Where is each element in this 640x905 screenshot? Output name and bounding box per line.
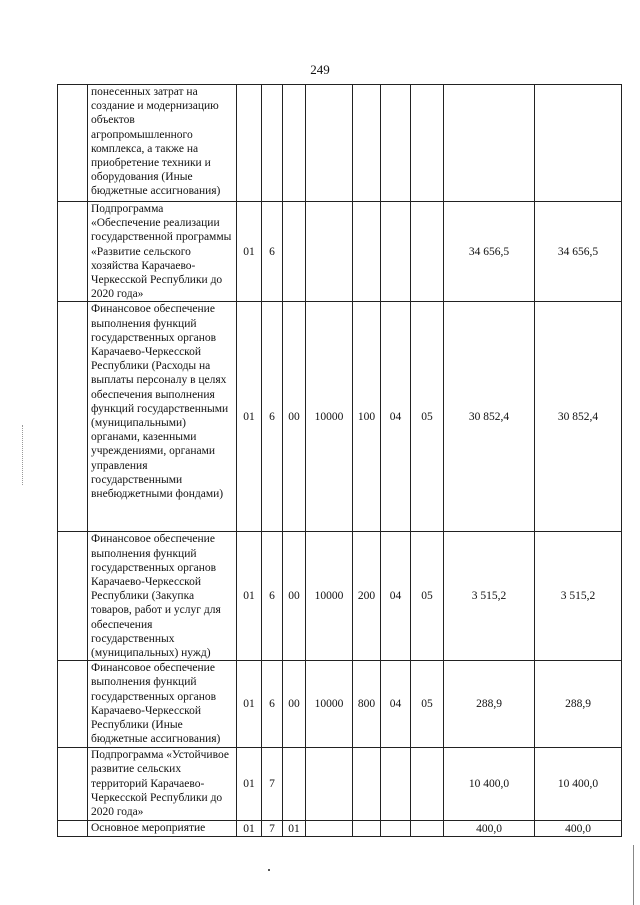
row-index-cell bbox=[58, 532, 88, 661]
code-cell bbox=[306, 821, 353, 837]
code-cell: 10000 bbox=[306, 661, 353, 748]
code-cell bbox=[283, 748, 306, 821]
code-cell: 04 bbox=[381, 302, 411, 532]
code-cell: 05 bbox=[411, 302, 444, 532]
table-row bbox=[58, 748, 622, 821]
code-cell bbox=[283, 202, 306, 302]
code-cell: 01 bbox=[237, 821, 262, 837]
amount-cell bbox=[444, 85, 535, 202]
table-row bbox=[58, 821, 622, 837]
code-cell bbox=[283, 85, 306, 202]
code-cell: 05 bbox=[411, 532, 444, 661]
code-cell: 01 bbox=[237, 202, 262, 302]
code-cell: 7 bbox=[262, 821, 283, 837]
scan-edge-line bbox=[633, 845, 634, 905]
page-number: 249 bbox=[310, 62, 330, 77]
code-cell: 00 bbox=[283, 661, 306, 748]
row-name-cell: Финансовое обеспечение выполнения функций государственных органов Карачаево-Черкесской Республики (Иные бюджетные ассигнования) bbox=[88, 661, 237, 748]
code-cell bbox=[262, 85, 283, 202]
code-cell: 00 bbox=[283, 302, 306, 532]
table-row bbox=[58, 202, 622, 302]
code-cell bbox=[411, 202, 444, 302]
amount-cell: 10 400,0 bbox=[535, 748, 622, 821]
code-cell: 6 bbox=[262, 302, 283, 532]
code-cell: 10000 bbox=[306, 532, 353, 661]
budget-table bbox=[57, 84, 622, 837]
row-name-cell: Основное мероприятие bbox=[88, 821, 237, 837]
amount-cell: 30 852,4 bbox=[444, 302, 535, 532]
amount-cell: 3 515,2 bbox=[535, 532, 622, 661]
code-cell: 200 bbox=[353, 532, 381, 661]
code-cell bbox=[306, 748, 353, 821]
code-cell bbox=[381, 202, 411, 302]
code-cell: 01 bbox=[237, 748, 262, 821]
code-cell: 6 bbox=[262, 532, 283, 661]
code-cell: 01 bbox=[237, 302, 262, 532]
code-cell bbox=[411, 821, 444, 837]
code-cell bbox=[411, 748, 444, 821]
code-cell bbox=[411, 85, 444, 202]
code-cell: 100 bbox=[353, 302, 381, 532]
row-name-cell: Подпрограмма «Устойчивое развитие сельских территорий Карачаево-Черкесской Республики до 2020 года» bbox=[88, 748, 237, 821]
amount-cell: 30 852,4 bbox=[535, 302, 622, 532]
amount-cell: 400,0 bbox=[535, 821, 622, 837]
code-cell bbox=[353, 85, 381, 202]
code-cell bbox=[381, 821, 411, 837]
row-index-cell bbox=[58, 202, 88, 302]
code-cell bbox=[381, 748, 411, 821]
code-cell bbox=[353, 748, 381, 821]
table-row bbox=[58, 661, 622, 748]
amount-cell: 288,9 bbox=[535, 661, 622, 748]
code-cell bbox=[237, 85, 262, 202]
row-name-cell: Финансовое обеспечение выполнения функций государственных органов Карачаево-Черкесской Республики (Расходы на выплаты персоналу в целях обеспечения выполнения функций государственными (муниципальными) органами, казенными учреждениями, органами управления государственными внебюджетными фондами) bbox=[88, 302, 237, 532]
code-cell bbox=[381, 85, 411, 202]
table-row bbox=[58, 85, 622, 202]
amount-cell: 3 515,2 bbox=[444, 532, 535, 661]
row-index-cell bbox=[58, 85, 88, 202]
code-cell bbox=[353, 821, 381, 837]
code-cell: 05 bbox=[411, 661, 444, 748]
code-cell: 01 bbox=[237, 532, 262, 661]
scan-margin-mark bbox=[22, 425, 24, 485]
amount-cell: 10 400,0 bbox=[444, 748, 535, 821]
row-index-cell bbox=[58, 748, 88, 821]
amount-cell: 34 656,5 bbox=[444, 202, 535, 302]
table-row bbox=[58, 532, 622, 661]
code-cell: 00 bbox=[283, 532, 306, 661]
scan-speck bbox=[268, 869, 270, 871]
code-cell: 04 bbox=[381, 661, 411, 748]
row-name-cell: понесенных затрат на создание и модернизацию объектов агропромышленного комплекса, а также на приобретение техники и оборудования (Иные бюджетные ассигнования) bbox=[88, 85, 237, 202]
row-name-cell: Финансовое обеспечение выполнения функций государственных органов Карачаево-Черкесской Республики (Закупка товаров, работ и услуг для обеспечения государственных (муниципальных) нужд) bbox=[88, 532, 237, 661]
code-cell: 10000 bbox=[306, 302, 353, 532]
code-cell: 6 bbox=[262, 661, 283, 748]
code-cell bbox=[306, 85, 353, 202]
row-name-cell: Подпрограмма «Обеспечение реализации государственной программы «Развитие сельского хозяйства Карачаево-Черкесской Республики до 2020 года» bbox=[88, 202, 237, 302]
table-row bbox=[58, 302, 622, 532]
code-cell: 01 bbox=[237, 661, 262, 748]
code-cell: 800 bbox=[353, 661, 381, 748]
row-index-cell bbox=[58, 302, 88, 532]
code-cell bbox=[306, 202, 353, 302]
row-index-cell bbox=[58, 661, 88, 748]
code-cell: 04 bbox=[381, 532, 411, 661]
amount-cell bbox=[535, 85, 622, 202]
code-cell: 01 bbox=[283, 821, 306, 837]
amount-cell: 400,0 bbox=[444, 821, 535, 837]
amount-cell: 34 656,5 bbox=[535, 202, 622, 302]
code-cell bbox=[353, 202, 381, 302]
row-index-cell bbox=[58, 821, 88, 837]
code-cell: 6 bbox=[262, 202, 283, 302]
code-cell: 7 bbox=[262, 748, 283, 821]
amount-cell: 288,9 bbox=[444, 661, 535, 748]
